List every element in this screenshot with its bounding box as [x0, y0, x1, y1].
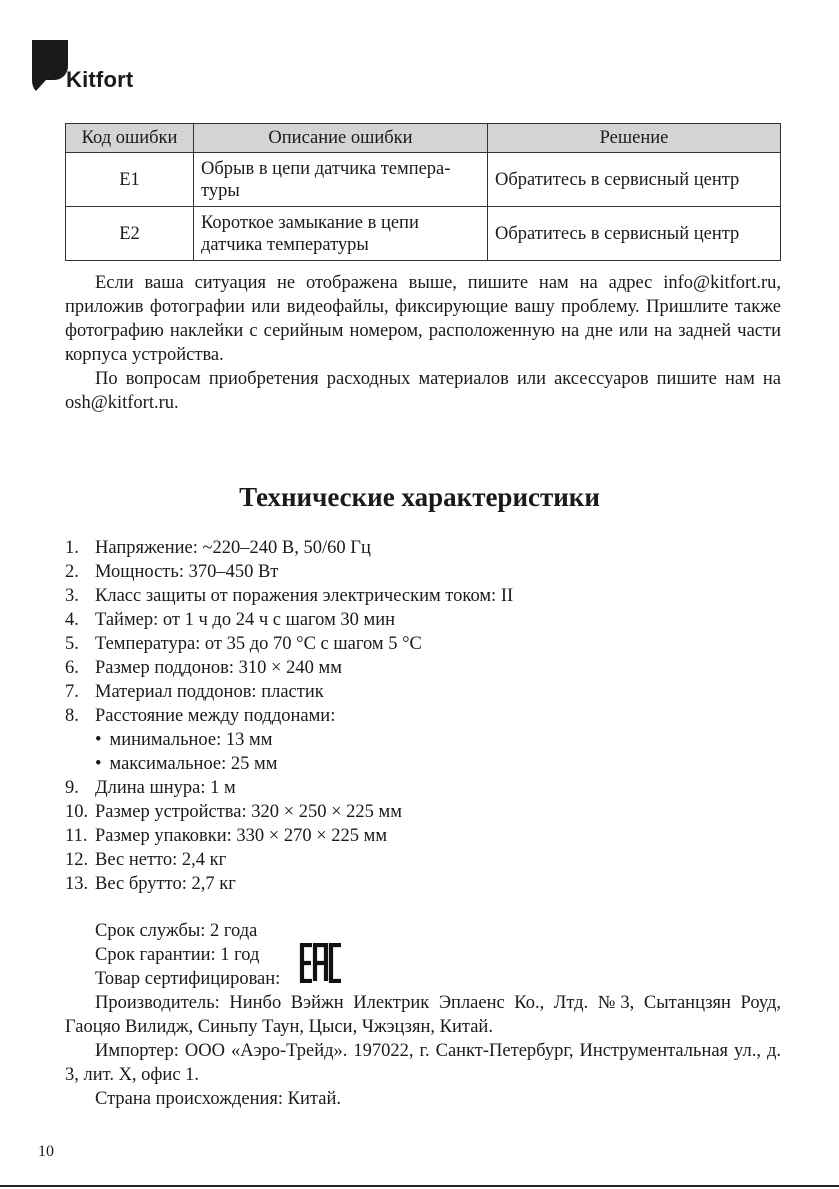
- spec-number: 7.: [65, 682, 79, 702]
- spec-item: [65, 656, 513, 680]
- error-solution: Обратитесь в сервисный центр: [488, 153, 781, 207]
- spec-text: Вес нетто: 2,4 кг: [95, 850, 227, 870]
- spec-number: 12.: [65, 850, 89, 870]
- header-description: Описание ошибки: [194, 124, 488, 153]
- spec-number: 5.: [65, 634, 79, 654]
- page-number: 10: [38, 1143, 54, 1160]
- bottom-divider: [0, 1185, 839, 1187]
- spec-number: 3.: [65, 586, 79, 606]
- spec-text: Материал поддонов: пластик: [95, 682, 324, 702]
- spec-item: [65, 824, 513, 848]
- spec-bullet-text: • минимальное: 13 мм: [65, 728, 272, 752]
- spec-text: Размер упаковки: 330 × 270 × 225 мм: [95, 826, 388, 846]
- spec-number: 9.: [65, 778, 79, 798]
- eac-certification-icon: [299, 943, 343, 983]
- spec-text: Таймер: от 1 ч до 24 ч с шагом 30 мин: [95, 610, 396, 630]
- spec-text: Класс защиты от поражения электрическим током: II: [95, 586, 514, 606]
- spec-number: 1.: [65, 538, 79, 558]
- warranty: Срок гарантии: 1 год: [95, 945, 260, 965]
- error-solution: Обратитесь в сервисный центр: [488, 207, 781, 261]
- error-description: Короткое замыкание в цепи датчика температуры: [194, 207, 488, 261]
- table-header-row: [66, 124, 781, 153]
- spec-item: [65, 848, 513, 872]
- spec-item: [65, 584, 513, 608]
- certified-label: Товар сертифицирован:: [95, 969, 281, 989]
- specs-title: Технические характеристики: [239, 482, 600, 512]
- error-code: E2: [66, 207, 194, 261]
- logo-shape-icon: [32, 40, 68, 92]
- importer: Импортер: ООО «Аэро-Трейд». 197022, г. Санкт-Петербург, Инструментальная ул., д. 3, лит. Х, офис 1.: [65, 1041, 781, 1085]
- spec-number: 2.: [65, 562, 79, 582]
- origin: Страна происхождения: Китай.: [95, 1089, 341, 1109]
- table-row: [66, 207, 781, 261]
- header-solution: Решение: [488, 124, 781, 153]
- spec-text: Температура: от 35 до 70 °C с шагом 5 °C: [95, 634, 422, 654]
- spec-number: 13.: [65, 874, 89, 894]
- spec-text: Размер поддонов: 310 × 240 мм: [95, 658, 342, 678]
- spec-item: [65, 728, 513, 752]
- error-code: E1: [66, 153, 194, 207]
- spec-item: [65, 536, 513, 560]
- specs-list: [65, 536, 513, 896]
- spec-text: Расстояние между поддонами:: [95, 706, 336, 726]
- spec-item: [65, 560, 513, 584]
- accessories-paragraph: По вопросам приобретения расходных материалов или аксессуаров пишите нам на osh@kitfort.ru.: [65, 369, 781, 413]
- spec-text: Размер устройства: 320 × 250 × 225 мм: [95, 802, 402, 822]
- spec-number: 6.: [65, 658, 79, 678]
- spec-text: Длина шнура: 1 м: [95, 778, 236, 798]
- error-description: Обрыв в цепи датчика темпера-туры: [194, 153, 488, 207]
- spec-number: 8.: [65, 706, 79, 726]
- spec-text: Напряжение: ~220–240 В, 50/60 Гц: [95, 538, 371, 558]
- spec-item: [65, 680, 513, 704]
- spec-item: [65, 776, 513, 800]
- service-life: Срок службы: 2 года: [95, 921, 258, 941]
- table-row: [66, 153, 781, 207]
- spec-item: [65, 752, 513, 776]
- spec-item: [65, 632, 513, 656]
- contact-paragraph: Если ваша ситуация не отображена выше, пишите нам на адрес info@kitfort.ru, приложив фотографии или видеофайлы, фиксирующие вашу проблему. Пришлите также фотографию наклейки с серийным номером, расположенную на дне или на задней части корпуса устройства.: [65, 273, 781, 365]
- spec-text: Мощность: 370–450 Вт: [95, 562, 279, 582]
- kitfort-logo: [32, 40, 142, 96]
- spec-item: [65, 872, 513, 896]
- spec-item: [65, 800, 513, 824]
- spec-number: 11.: [65, 826, 88, 846]
- spec-number: 10.: [65, 802, 89, 822]
- manufacturer: Производитель: Нинбо Вэйжн Илектрик Эплаенс Ко., Лтд. №3, Сытанцзян Роуд, Гаоцяо Вилидж, Синьпу Таун, Цыси, Чжэцзян, Китай.: [65, 993, 781, 1037]
- spec-item: [65, 704, 513, 728]
- spec-bullet-text: • максимальное: 25 мм: [65, 752, 277, 776]
- logo-text: Kitfort: [66, 67, 134, 92]
- spec-number: 4.: [65, 610, 79, 630]
- header-code: Код ошибки: [66, 124, 194, 153]
- spec-text: Вес брутто: 2,7 кг: [95, 874, 236, 894]
- spec-item: [65, 608, 513, 632]
- error-table: [65, 123, 781, 261]
